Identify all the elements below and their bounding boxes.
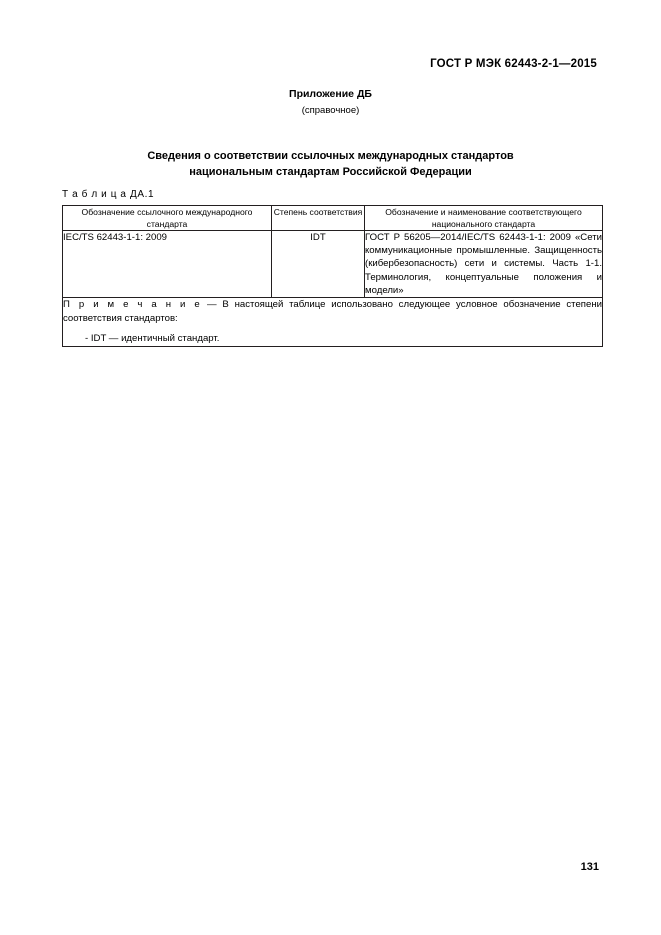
column-header-national-standard: Обозначение и наименование соответствующего национального стандарта <box>365 206 603 231</box>
table-note-text: — В настоящей таблице использовано следующее условное обозначение степени соответствия стандартов: <box>63 299 602 325</box>
table-body <box>63 231 603 347</box>
cell-national-standard: ГОСТ Р 56205—2014/IEC/TS 62443-1-1: 2009 «Сети коммуникационные промышленные. Защищенность (кибербезопасность) сети и системы. Часть 1-1. Терминология, концептуальные положения и модели» <box>365 232 602 296</box>
column-header-conformity-degree: Степень соответствия <box>272 206 365 231</box>
page-title-line-2: национальным стандартам Российской Федерации <box>189 166 472 178</box>
table-header <box>63 206 603 231</box>
table-note <box>63 298 603 347</box>
page-number: 131 <box>580 861 599 873</box>
table-note-row <box>63 298 603 347</box>
table-caption: Т а б л и ц а ДА.1 <box>62 189 155 200</box>
reference-standards-table <box>62 205 603 347</box>
table-note-item: - IDT — идентичный стандарт. <box>85 333 220 345</box>
page-title-line-1: Сведения о соответствии ссылочных международных стандартов <box>147 150 514 162</box>
reference-table-wrapper <box>62 205 602 347</box>
cell-conformity-degree: IDT <box>272 231 365 298</box>
cell-reference-standard: IEC/TS 62443-1-1: 2009 <box>63 231 272 298</box>
table-header-row <box>63 206 603 231</box>
table-row <box>63 231 603 298</box>
column-header-reference-standard: Обозначение ссылочного международного стандарта <box>63 206 272 231</box>
annex-label: Приложение ДБ <box>289 88 372 100</box>
table-note-label: П р и м е ч а н и е <box>63 299 202 311</box>
standard-designation-header: ГОСТ Р МЭК 62443-2-1—2015 <box>430 58 597 70</box>
page-title <box>0 148 661 180</box>
annex-type: (справочное) <box>301 105 360 116</box>
